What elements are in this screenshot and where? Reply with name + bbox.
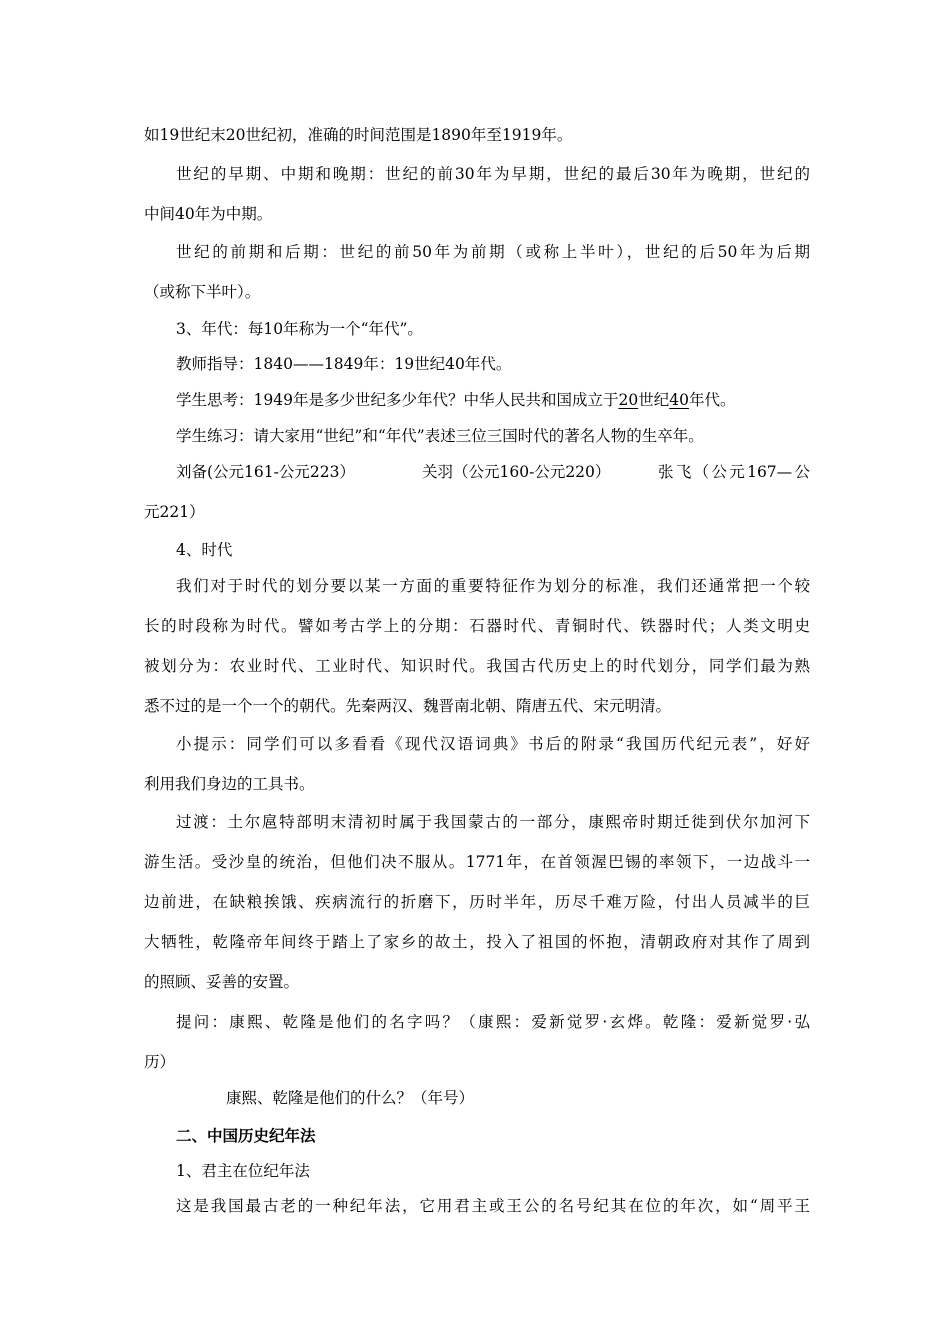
paragraph-line: 提问：康熙、乾隆是他们的名字吗？（康熙：爱新觉罗·玄烨。乾隆：爱新觉罗·弘 (176, 1013, 810, 1031)
figure-guan-yu: 关羽（公元160-公元220） (422, 463, 611, 481)
section-heading-decades: 3、年代：每10年称为一个“年代”。 (176, 320, 423, 338)
paragraph-line: 如19世纪末20世纪初，准确的时间范围是1890年至1919年。 (144, 126, 573, 144)
paragraph-line (176, 389, 810, 411)
subsection-heading: 1、君主在位纪年法 (176, 1162, 310, 1180)
paragraph-line: （或称下半叶）。 (144, 283, 261, 301)
paragraph-line: 历） (144, 1053, 176, 1071)
section-heading-chronology: 二、中国历史纪年法 (176, 1126, 316, 1145)
paragraph-line: 边前进，在缺粮挨饿、疾病流行的折磨下，历时半年，历尽千难万险，付出人员减半的巨 (144, 893, 810, 911)
paragraph-line: 利用我们身边的工具书。 (144, 775, 315, 793)
paragraph-line: 学生练习：请大家用“世纪”和“年代”表述三位三国时代的著名人物的生卒年。 (176, 427, 704, 445)
section-heading-era: 4、时代 (176, 541, 233, 559)
underlined-answer: 20 (618, 391, 639, 409)
paragraph-line: 康熙、乾隆是他们的什么？（年号） (226, 1089, 475, 1107)
paragraph-line: 小提示：同学们可以多看看《现代汉语词典》书后的附录“我国历代纪元表”，好好 (176, 735, 810, 753)
question-text: 世纪 (638, 391, 670, 409)
underlined-answer: 40 (669, 391, 689, 409)
paragraph-line: 大牺牲，乾隆帝年间终于踏上了家乡的故土，投入了祖国的怀抱，清朝政府对其作了周到 (144, 933, 810, 951)
paragraph-line: 教师指导：1840——1849年：19世纪40年代。 (176, 355, 512, 373)
question-text: 年代。 (688, 391, 736, 409)
paragraph-line: 被划分为：农业时代、工业时代、知识时代。我国古代历史上的时代划分，同学们最为熟 (144, 657, 810, 675)
paragraph-line: 长的时段称为时代。譬如考古学上的分期：石器时代、青铜时代、铁器时代；人类文明史 (144, 617, 810, 635)
paragraph-line: 的照顾、妥善的安置。 (144, 973, 300, 991)
paragraph-line: 这是我国最古老的一种纪年法，它用君主或王公的名号纪其在位的年次，如“周平王 (176, 1197, 810, 1215)
paragraph-line: 元221） (144, 503, 205, 521)
question-text: 学生思考：1949年是多少世纪多少年代？中华人民共和国成立于 (176, 391, 619, 409)
figure-zhang-fei: 张飞（公元167—公 (658, 463, 810, 481)
paragraph-line: 我们对于时代的划分要以某一方面的重要特征作为划分的标准，我们还通常把一个较 (176, 577, 810, 595)
paragraph-line: 世纪的前期和后期：世纪的前50年为前期（或称上半叶），世纪的后50年为后期 (176, 243, 810, 261)
paragraph-line: 世纪的早期、中期和晚期：世纪的前30年为早期，世纪的最后30年为晚期，世纪的 (176, 165, 810, 183)
figure-liu-bei: 刘备(公元161-公元223） (176, 463, 355, 481)
paragraph-line: 悉不过的是一个一个的朝代。先秦两汉、魏晋南北朝、隋唐五代、宋元明清。 (144, 697, 672, 715)
paragraph-line: 过渡：土尔扈特部明末清初时属于我国蒙古的一部分，康熙帝时期迁徙到伏尔加河下 (176, 813, 810, 831)
figures-row (0, 461, 950, 483)
paragraph-line: 游生活。受沙皇的统治，但他们决不服从。1771年，在首领渥巴锡的率领下，一边战斗一 (144, 853, 810, 871)
paragraph-line: 中间40年为中期。 (144, 205, 273, 223)
